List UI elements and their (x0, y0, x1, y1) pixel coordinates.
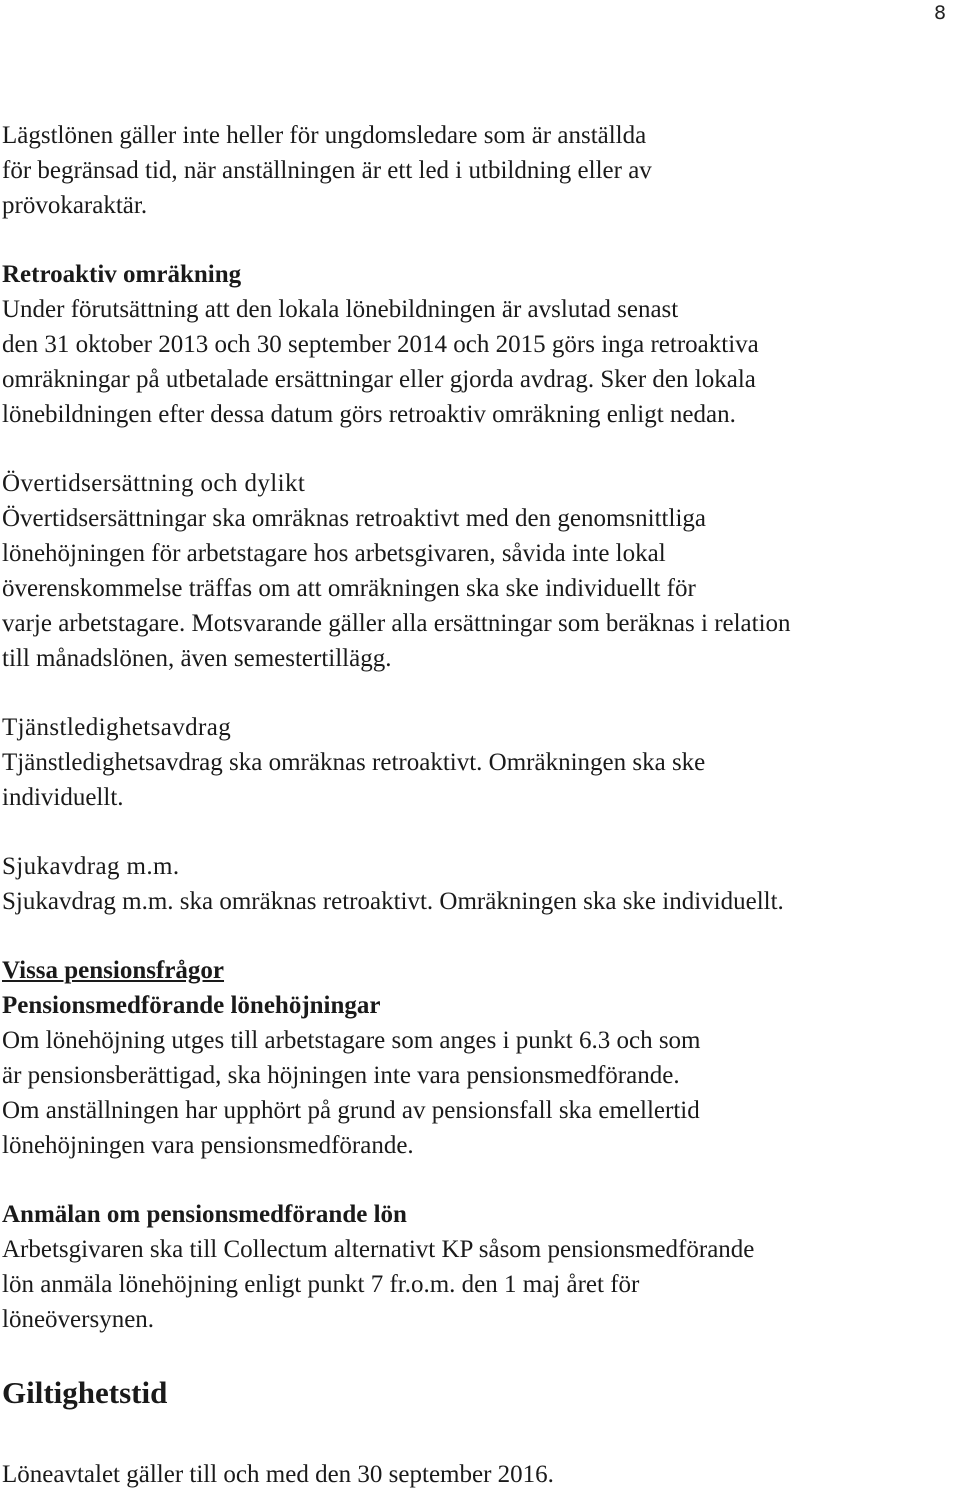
tjanstledighet-section (2, 710, 958, 815)
paragraph-line: till månadslönen, även semestertillägg. (2, 645, 392, 672)
section-heading: Retroaktiv omräkning (2, 261, 242, 288)
sjukavdrag-section (2, 849, 958, 919)
anmalan-section (2, 1197, 958, 1337)
paragraph-line: individuellt. (2, 784, 124, 811)
paragraph-line: Tjänstledighetsavdrag ska omräknas retroaktivt. Omräkningen ska ske (2, 749, 706, 776)
paragraph-line: Arbetsgivaren ska till Collectum alternativt KP såsom pensionsmedförande (2, 1236, 755, 1263)
paragraph-line: lön anmäla lönehöjning enligt punkt 7 fr.o.m. den 1 maj året för (2, 1271, 640, 1298)
paragraph-line: överenskommelse träffas om att omräkningen ska ske individuellt för (2, 575, 696, 602)
paragraph-line: prövokaraktär. (2, 192, 148, 219)
subsection-heading: Sjukavdrag m.m. (2, 853, 180, 880)
section-heading: Vissa pensionsfrågor (2, 957, 225, 984)
paragraph-line: Om anställningen har upphört på grund av pensionsfall ska emellertid (2, 1097, 700, 1124)
paragraph-line: Om lönehöjning utges till arbetstagare som anges i punkt 6.3 och som (2, 1027, 701, 1054)
paragraph-line: lönehöjningen för arbetstagare hos arbetsgivaren, såvida inte lokal (2, 540, 666, 567)
page-number: 8 (933, 2, 947, 24)
paragraph-line: den 31 oktober 2013 och 30 september 2014 och 2015 görs inga retroaktiva (2, 331, 759, 358)
subsection-heading: Tjänstledighetsavdrag (2, 714, 232, 741)
paragraph-line: lönebildningen efter dessa datum görs retroaktiv omräkning enligt nedan. (2, 401, 736, 428)
section-heading: Giltighetstid (2, 1375, 168, 1410)
paragraph-line: omräkningar på utbetalade ersättningar eller gjorda avdrag. Sker den lokala (2, 366, 756, 393)
paragraph-line: Sjukavdrag m.m. ska omräknas retroaktivt. Omräkningen ska ske individuellt. (2, 888, 784, 915)
paragraph-line: Övertidsersättningar ska omräknas retroaktivt med den genomsnittliga (2, 505, 706, 532)
paragraph-line: Under förutsättning att den lokala lönebildningen är avslutad senast (2, 296, 679, 323)
pension-section (2, 953, 958, 1163)
paragraph-line: Löneavtalet gäller till och med den 30 september 2016. (2, 1461, 554, 1488)
subsection-heading: Anmälan om pensionsmedförande lön (2, 1201, 407, 1228)
subsection-heading: Övertidsersättning och dylikt (2, 470, 306, 497)
intro-paragraph (2, 118, 958, 223)
paragraph-line: för begränsad tid, när anställningen är ett led i utbildning eller av (2, 157, 652, 184)
overtid-section (2, 466, 958, 676)
paragraph-line: löneöversynen. (2, 1306, 155, 1333)
paragraph-line: varje arbetstagare. Motsvarande gäller alla ersättningar som beräknas i relation (2, 610, 791, 637)
giltighetstid-section (2, 1373, 958, 1492)
paragraph-line: Lägstlönen gäller inte heller för ungdomsledare som är anställda (2, 122, 647, 149)
subsection-heading: Pensionsmedförande lönehöjningar (2, 992, 381, 1019)
paragraph-line: lönehöjningen vara pensionsmedförande. (2, 1132, 414, 1159)
retroaktiv-section (2, 257, 958, 432)
paragraph-line: är pensionsberättigad, ska höjningen inte vara pensionsmedförande. (2, 1062, 680, 1089)
document-body (2, 118, 958, 1492)
